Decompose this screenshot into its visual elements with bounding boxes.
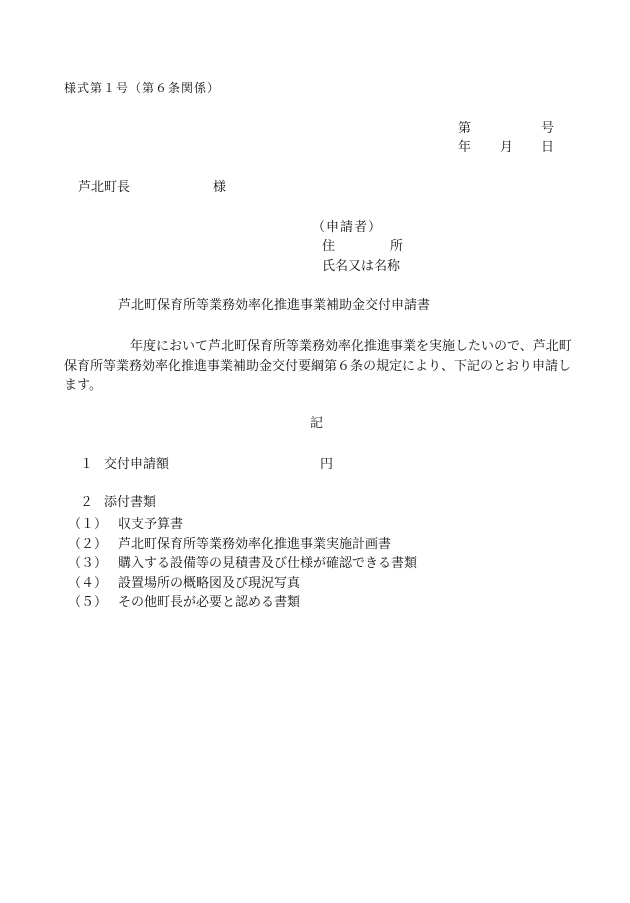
item1-number: １ — [80, 457, 94, 472]
list-item — [68, 535, 417, 555]
body-paragraph: 年度において芦北町保育所等業務効率化推進事業を実施したいので、芦北町保育所等業務効率化推進事業補助金交付要綱第６条の規定により、下記のとおり申請します。 — [64, 339, 572, 393]
item1-unit: 円 — [320, 457, 334, 472]
date-month-label: 月 — [500, 140, 514, 155]
applicant-address-label-2: 所 — [390, 239, 404, 254]
list-item-text: 購入する設備等の見積書及び仕様が確認できる書類 — [118, 556, 418, 572]
document-title: 芦北町保育所等業務効率化推進事業補助金交付申請書 — [118, 298, 431, 313]
item2-number: ２ — [80, 495, 94, 510]
date-day-label: 日 — [541, 140, 555, 155]
list-item-number: （３） — [68, 556, 108, 572]
form-label: 様式第１号（第６条関係） — [64, 81, 221, 95]
attachments-list — [68, 515, 417, 613]
list-item-number: （４） — [68, 575, 108, 591]
list-item — [68, 574, 417, 594]
doc-number-suffix: 号 — [541, 121, 555, 136]
applicant-heading: （申請者） — [312, 220, 383, 235]
addressee-honorific: 様 — [213, 180, 227, 195]
list-item-text: その他町長が必要と認める書類 — [118, 595, 301, 611]
date-year-label: 年 — [458, 140, 472, 155]
list-item-number: （２） — [68, 536, 108, 552]
list-item-number: （１） — [68, 517, 108, 532]
item2-label: 添付書類 — [104, 495, 157, 510]
addressee-name: 芦北町長 — [78, 180, 131, 195]
applicant-name-label: 氏名又は名称 — [322, 259, 401, 274]
applicant-address-label-1: 住 — [322, 239, 336, 254]
list-item — [68, 593, 417, 613]
ki-heading: 記 — [310, 416, 324, 431]
list-item — [68, 554, 417, 574]
list-item-text: 収支予算書 — [118, 517, 184, 532]
list-item-text: 設置場所の概略図及び現況写真 — [118, 575, 301, 591]
doc-number-label: 第 — [458, 121, 472, 136]
item1-label: 交付申請額 — [104, 457, 170, 472]
list-item-text: 芦北町保育所等業務効率化推進事業実施計画書 — [118, 536, 392, 552]
list-item — [68, 515, 417, 535]
list-item-number: （５） — [68, 595, 108, 611]
